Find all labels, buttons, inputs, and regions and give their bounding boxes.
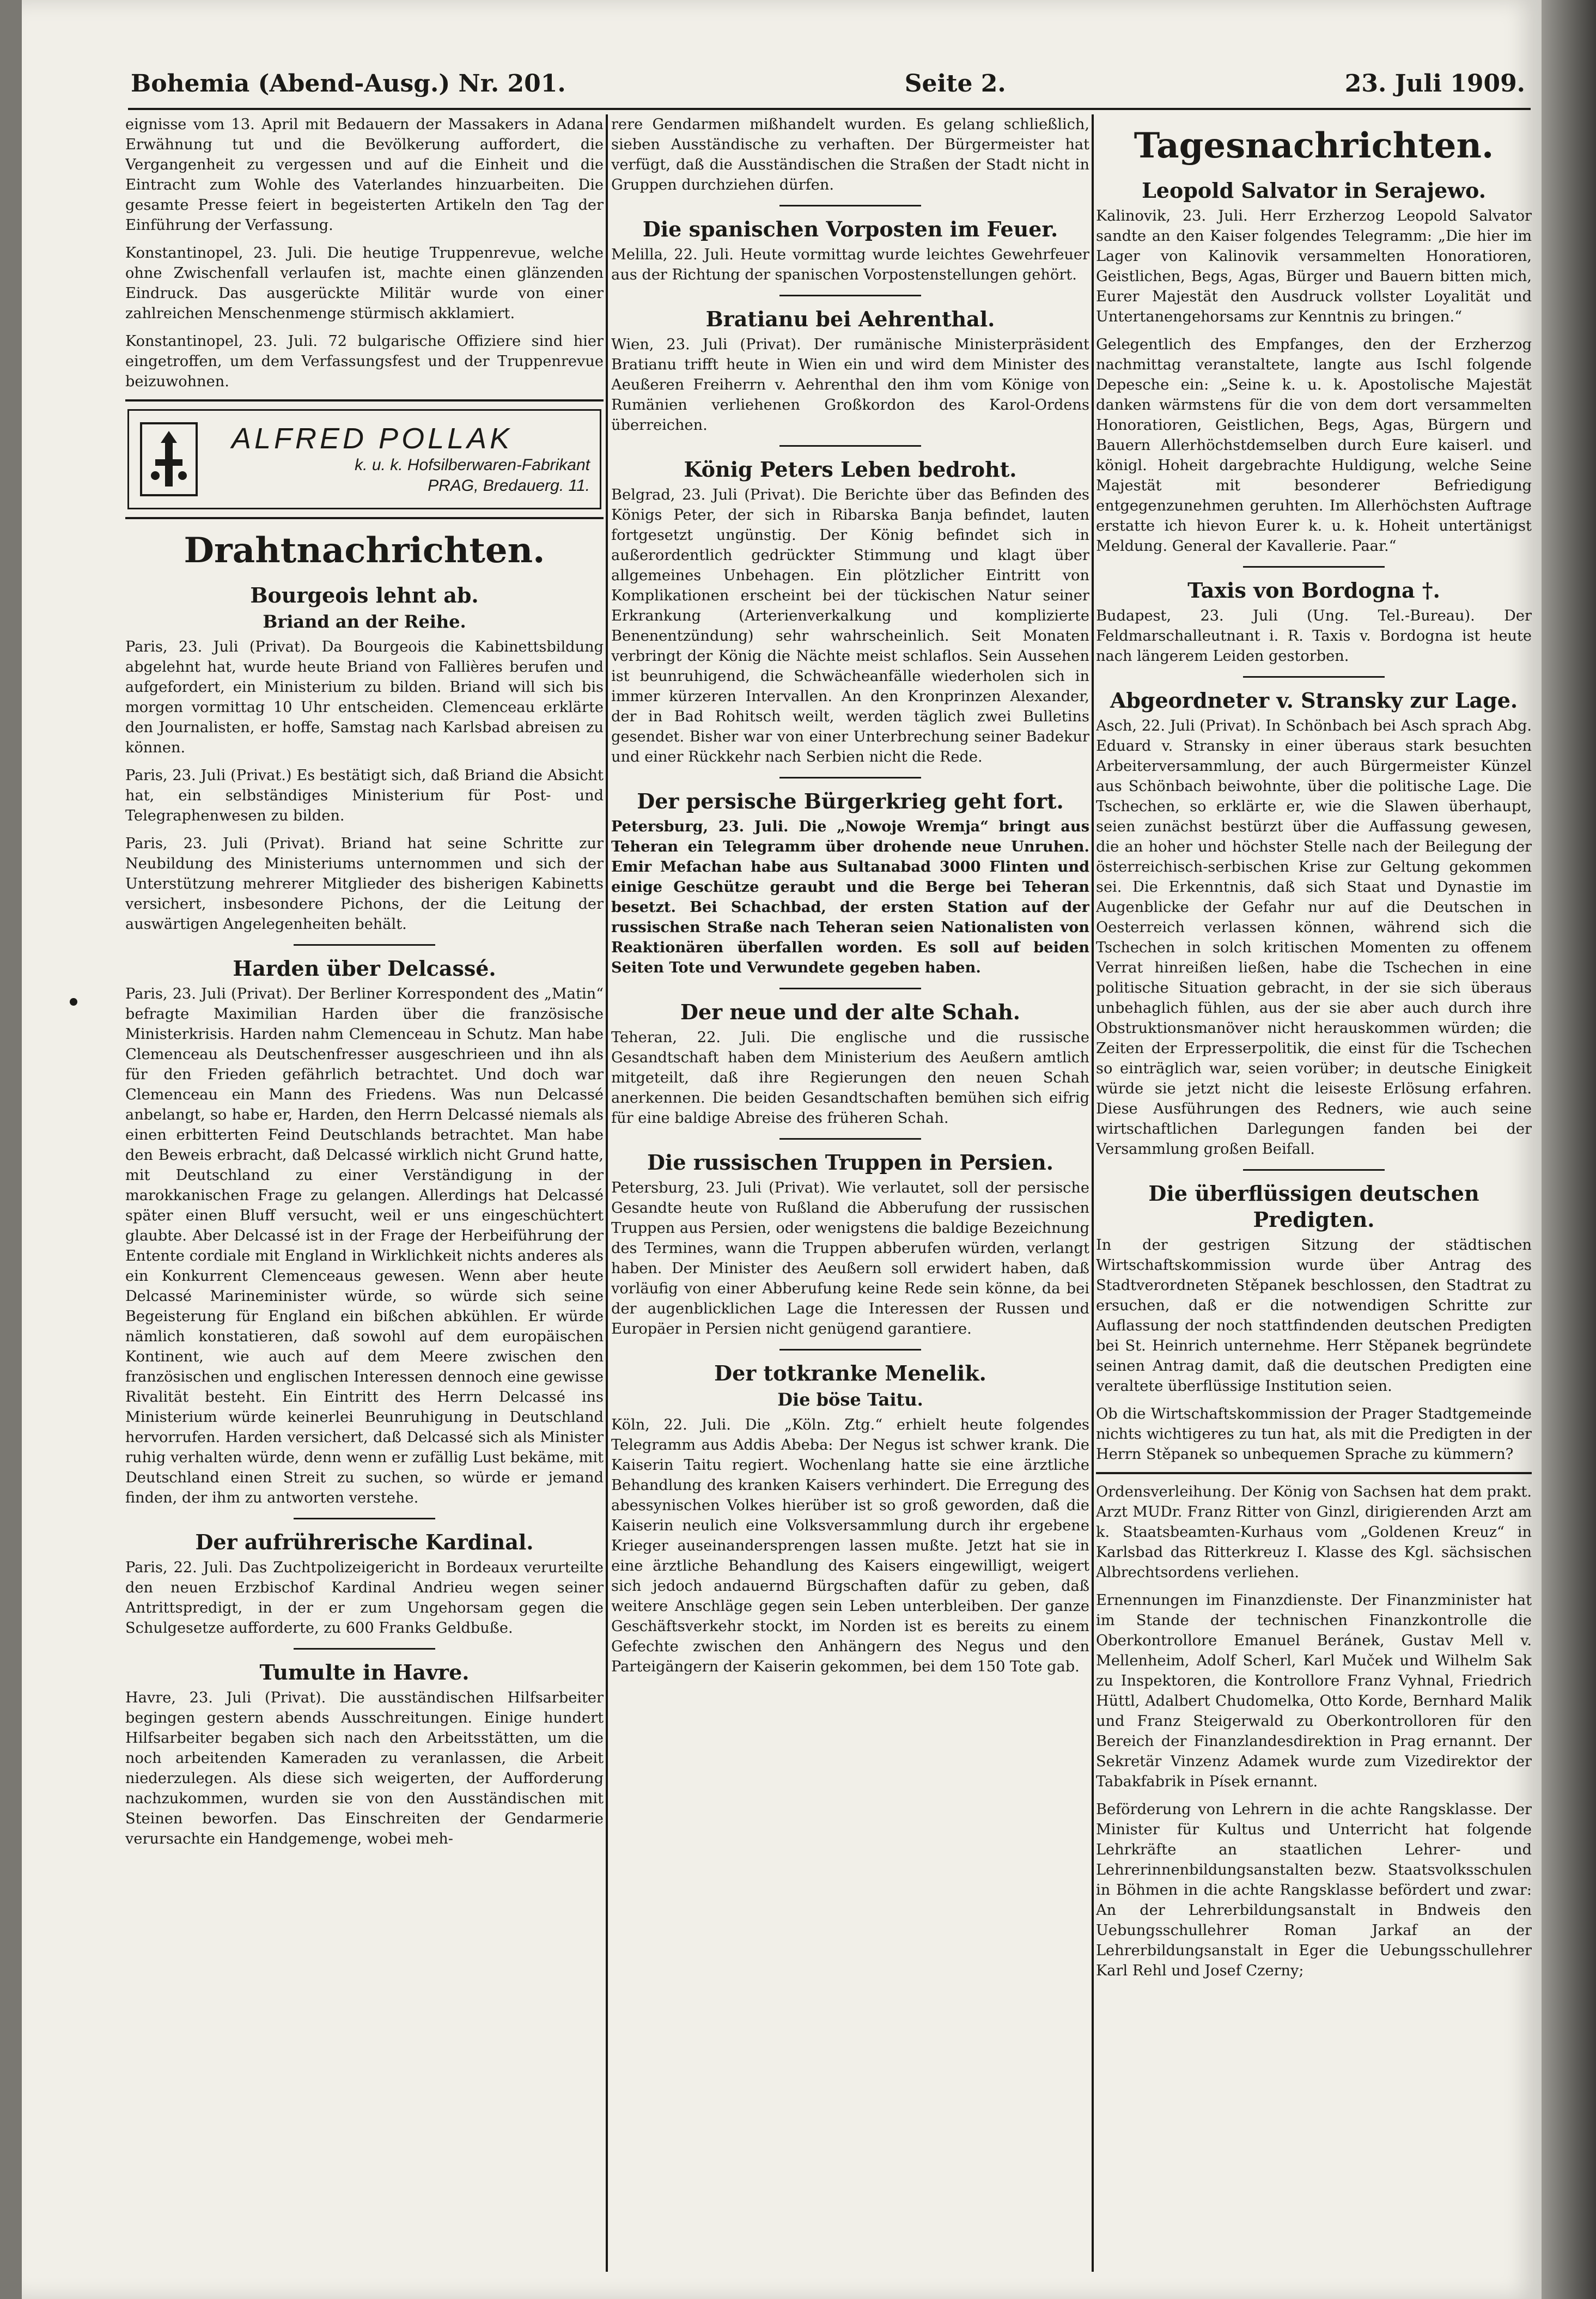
header-date: 23. Juli 1909.: [1344, 69, 1525, 98]
column-3: [1096, 114, 1532, 2272]
article-subheading: Die böse Taitu.: [777, 1389, 923, 1410]
article-paragraph: Asch, 22. Juli (Privat). In Schönbach bei Asch sprach Abg. Eduard v. Stransky in einer überaus stark besuchten Arbeiterversammlung, der auch Bürgermeister Künzel aus Schönbach beiwohnte, über die politische Lage. Die Tschechen, so erklärte er, wie die Slawen überhaupt, seien zunächst bestürzt über die Auffassung gewesen, die an hoher und höchster Stelle nach der Beilegung der österreichisch-serbischen Krise zur Geltung gekommen sei. Die Erkenntnis, daß sich Staat und Dynastie im Augenblicke der Gefahr nur auf die Deutschen in Oesterreich verlassen können, während sich die Tschechen in solch kritischen Momenten zu offenem Verrat hinreißen ließen, habe die Tschechen in eine politische Situation gebracht, in der sie sich überaus unbehaglich fühlen, aus der sie aber auch durch ihre Obstruktionsmanöver nicht herauskommen würden; die Zeiten der Erpresserpolitik, die einst für die Tschechen so einträglich war, seien vorüber; in deutsche Einigkeit würde sie jetzt nicht die leiseste Erlösung erfahren. Diese Ausführungen des Redners, wie auch seine wirtschaftlichen Darlegungen fanden bei der Versammlung großen Beifall.: [1096, 717, 1532, 1158]
article-paragraph: Ob die Wirtschaftskommission der Prager Stadtgemeinde nichts wichtigeres zu tun hat, als mit die Predigten in der Herrn Stěpanek so unbequemen Sprache zu kümmern?: [1096, 1406, 1532, 1463]
article-paragraph-bold: Petersburg, 23. Juli. Die „Nowoje Wremja“ bringt aus Teheran ein Telegramm über drohende neue Unruhen. Emir Mefachan habe aus Sultanabad 3000 Flinten und einige Geschütze geraubt und die Berge bei Teheran besetzt. Bei Schachbad, der ersten Station auf der russischen Straße nach Teheran seien Nationalisten von Reaktionären überfallen worden. Es soll auf beiden Seiten Tote und Verwundete gegeben haben.: [611, 818, 1089, 976]
article-paragraph: Paris, 23. Juli (Privat). Da Bourgeois die Kabinettsbildung abgelehnt hat, wurde heute Briand von Fallières berufen und aufgefordert, ein Ministerium zu bilden. Briand will sich bis morgen vormittag 10 Uhr entscheiden. Clemenceau erklärte den Journalisten, er hoffe, Samstag nach Karlsbad abreisen zu können.: [125, 638, 604, 756]
article-paragraph: Budapest, 23. Juli (Ung. Tel.-Bureau). Der Feldmarschalleutnant i. R. Taxis v. Bordogna ist heute nach längerem Leiden gestorben.: [1096, 607, 1532, 665]
article-heading: Tumulte in Havre.: [259, 1660, 470, 1684]
short-divider: [779, 777, 921, 779]
silverware-crest-icon: [139, 421, 199, 497]
article-paragraph: Paris, 23. Juli (Privat). Briand hat seine Schritte zur Neubildung des Ministeriums unternommen und sich der Unterstützung mehrerer Mitglieder des bisherigen Kabinetts versichert, insbesondere Pichons, der die Leitung der auswärtigen Angelegenheiten behält.: [125, 835, 604, 933]
article-paragraph: Paris, 23. Juli (Privat.) Es bestätigt sich, daß Briand die Absicht hat, ein selbständiges Ministerium für Post- und Telegraphenwesen zu bilden.: [125, 767, 604, 824]
news-item: Ernennungen im Finanzdienste. Der Finanzminister hat im Stande der technischen Finanzkontrolle die Oberkontrollore Emanuel Beránek, Gustav Mell v. Mellenheim, Adolf Scherl, Karl Muček und Wilhelm Sak zu Inspektoren, die Kontrollore Franz Vyhnal, Friedrich Hüttl, Adalbert Chudomelka, Otto Korde, Bernhard Malik und Franz Steigerwald zu Oberkontrolloren für den Bereich der Finanzlandesdirektion in Prag ernannt. Der Sekretär Vinzenz Adamek wurde zum Vizedirektor der Tabakfabrik in Písek ernannt.: [1096, 1592, 1532, 1790]
article-heading: Die russischen Truppen in Persien.: [647, 1150, 1054, 1175]
ad-company-name: ALFRED POLLAK: [232, 422, 513, 455]
article-heading: Bourgeois lehnt ab.: [250, 583, 479, 607]
article-heading: Der neue und der alte Schah.: [680, 1000, 1020, 1024]
header-rule: [128, 108, 1531, 110]
column-1: [125, 114, 604, 2272]
short-divider: [1243, 566, 1385, 568]
short-divider: [779, 1349, 921, 1351]
article-paragraph: In der gestrigen Sitzung der städtischen Wirtschaftskommission wurde über Antrag des Stadtverordneten Stěpanek beschlossen, den Stadtrat zu ersuchen, daß er die notwendigen Schritte zur Auflassung der noch stattfindenden deutschen Predigten bei St. Heinrich unternehme. Herr Stěpanek begründete seinen Antrag damit, daß die deutschen Predigten eine veraltete überflüssige Institution seien.: [1096, 1237, 1532, 1395]
short-divider: [779, 295, 921, 296]
short-divider: [1243, 676, 1385, 678]
article-paragraph: Kalinovik, 23. Juli. Herr Erzherzog Leopold Salvator sandte an den Kaiser folgendes Telegramm: „Die hier im Lager von Kalinovik versammelten Honoratioren, Geistlichen, Begs, Agas, Bürger und Bauern bitten mich, Eurer Majestät den Ausdruck vollster Loyalität und Untertanengehorsams zur Kenntnis zu bringen.“: [1096, 208, 1532, 325]
col1-intro-3: Konstantinopel, 23. Juli. 72 bulgarische Offiziere sind hier eingetroffen, um dem Verfassungsfest und der Truppenrevue beizuwohnen.: [125, 333, 604, 390]
article-heading: König Peters Leben bedroht.: [684, 457, 1017, 482]
article-paragraph: Melilla, 22. Juli. Heute vormittag wurde leichtes Gewehrfeuer aus der Richtung der spanischen Vorpostenstellungen gehört.: [611, 246, 1089, 283]
short-divider: [294, 1518, 435, 1519]
news-item: Ordensverleihung. Der König von Sachsen hat dem prakt. Arzt MUDr. Franz Ritter von Ginzl, dirigierenden Arzt am k. Staatsbeamten-Kurhaus vom „Goldenen Kreuz“ in Karlsbad das Ritterkreuz I. Klasse des Kgl. sächsischen Albrechtsordens verliehen.: [1096, 1483, 1532, 1581]
article-paragraph: Teheran, 22. Juli. Die englische und die russische Gesandtschaft haben dem Ministerium des Aeußern amtlich mitgeteilt, daß ihre Regierungen den neuen Schah anerkennen. Die beiden Gesandtschaften bemühen sich eifrig für eine baldige Abreise des früheren Schah.: [611, 1029, 1089, 1127]
article-subheading: Briand an der Reihe.: [263, 611, 466, 632]
column-2: [611, 114, 1089, 2272]
short-divider: [294, 1648, 435, 1650]
article-heading: Harden über Delcassé.: [233, 956, 496, 981]
article-heading: Der aufrührerische Kardinal.: [195, 1530, 534, 1554]
divider: [125, 399, 604, 402]
article-paragraph: Gelegentlich des Empfanges, den der Erzherzog nachmittag veranstaltete, langte aus Ischl folgende Depesche ein: „Seine k. u. k. Apostolische Majestät danken wärmstens für die von dem dort versammelten Honoratioren, Geistlichen, Begs, Agas, Bürgern und Bauern Allerhöchstdemselben durch Eure kaiserl. und königl. Hoheit dargebrachte Huldigung, welche Seine Majestät mit besonderer Befriedigung entgegenzunehmen geruhten. Im Allerhöchsten Auftrage erstatte ich hievon Eurer k. u. k. Hoheit untertänigst Meldung. General der Kavallerie. Paar.“: [1096, 336, 1532, 555]
article-paragraph: Belgrad, 23. Juli (Privat). Die Berichte über das Befinden des Königs Peter, der sich in Ribarska Banja befindet, lauten fortgesetzt ungünstig. Der König befindet sich in außerordentlich gedrückter Stimmung und klagt über allgemeines Unbehagen. Ein plötzlicher Eintritt von Komplikationen erscheint bei der tückischen Natur seiner Erkrankung (Arterienverkalkung und komplizierte Benenentzündung) sehr wahrscheinlich. Seit Monaten verbringt der König die Nächte meist schlaflos. Sein Aussehen ist beunruhigend, die Schwächeanfälle wiederholen sich in immer kürzeren Intervallen. An den Kronprinzen Alexander, der in Bad Rohitsch weilt, werden täglich zwei Bulletins gesendet. Bisher war von einer Unterbrechung seiner Badekur und einer Rückkehr nach Serbien nicht die Rede.: [611, 486, 1089, 765]
article-paragraph: Wien, 23. Juli (Privat). Der rumänische Ministerpräsident Bratianu trifft heute in Wien ein und wird dem Minister des Aeußeren Freiherrn v. Aehrenthal den ihm vom Könige von Rumänien verliehenen Großkordon des Karol-Ordens überreichen.: [611, 336, 1089, 434]
divider: [1096, 1472, 1532, 1474]
header-page-number: Seite 2.: [904, 69, 1006, 98]
article-heading: Bratianu bei Aehrenthal.: [705, 307, 995, 331]
divider: [125, 517, 604, 519]
ad-text: [210, 422, 590, 496]
article-paragraph: Paris, 22. Juli. Das Zuchtpolizeigericht in Bordeaux verurteilte den neuen Erzbischof Kardinal Andrieu wegen seiner Antrittspredigt, in der er zum Ungehorsam gegen die Schulgesetze aufforderte, zu 600 Franks Geldbuße.: [125, 1559, 604, 1637]
article-heading: Die überflüssigen deutschen Predigten.: [1148, 1181, 1479, 1232]
article-paragraph: Petersburg, 23. Juli (Privat). Wie verlautet, soll der persische Gesandte heute von Rußland die Abberufung der russischen Truppen aus Persien, oder wenigstens die baldige Bezeichnung des Termines, wann die Truppen abberufen würden, verlangt haben. Der Minister des Aeußern soll erwidert haben, daß vorläufig von einer Abberufung keine Rede sein könne, da bei der augenblicklichen Lage die Interessen der Russen und Europäer in Persien nicht genügend garantiere.: [611, 1179, 1089, 1337]
short-divider: [294, 944, 435, 946]
page-header: [131, 64, 1525, 102]
section-title-tagesnachrichten: Tagesnachrichten.: [1134, 125, 1494, 166]
article-heading: Leopold Salvator in Serajewo.: [1142, 178, 1486, 203]
column-divider-1: [606, 114, 608, 2272]
short-divider: [1243, 1169, 1385, 1171]
col2-intro: rere Gendarmen mißhandelt wurden. Es gelang schließlich, sieben Ausständische zu verhaften. Der Bürgermeister hat verfügt, daß die Ausständischen die Straßen der Stadt nicht in Gruppen durchziehen dürfen.: [611, 116, 1089, 193]
margin-dot: [70, 998, 77, 1006]
short-divider: [779, 445, 921, 447]
article-heading: Der totkranke Menelik.: [714, 1361, 986, 1385]
article-heading: Der persische Bürgerkrieg geht fort.: [637, 789, 1064, 813]
article-paragraph: Havre, 23. Juli (Privat). Die ausständischen Hilfsarbeiter begingen gestern abends Ausschreitungen. Einige hundert Hilfsarbeiter begaben sich nach den Arbeitsstätten, um die noch arbeitenden Kameraden zu veranlassen, die Arbeit niederzulegen. Als diese sich weigerten, der Aufforderung nachzukommen, wurden sie von den Ausständischen mit Steinen beworfen. Das Einschreiten der Gendarmerie verursachte ein Handgemenge, wobei meh-: [125, 1689, 604, 1847]
page-edge-shadow: [1542, 0, 1596, 2299]
news-item: Beförderung von Lehrern in die achte Rangsklasse. Der Minister für Kultus und Unterricht hat folgende Lehrkräfte an staatlichen Lehrer- und Lehrerinnenbildungsanstalten bezw. Staatsvolksschulen in Böhmen in die achte Rangsklasse befördert und zwar: An der Lehrerbildungsanstalt in Bndweis den Uebungsschullehrer Roman Jarkaf an der Lehrerbildungsanstalt in Eger die Uebungsschullehrer Karl Rehl und Josef Czerny;: [1096, 1801, 1532, 1979]
article-heading: Abgeordneter v. Stransky zur Lage.: [1110, 688, 1518, 713]
article-paragraph: Paris, 23. Juli (Privat). Der Berliner Korrespondent des „Matin“ befragte Maximilian Harden über die französische Ministerkrisis. Harden nahm Clemenceau in Schutz. Man habe Clemenceau als Deutschenfresser ausgeschrieen und ihn als für den Frieden gefährlich betrachtet. Und doch war Clemenceau ein Mann des Friedens. Was nun Delcassé anbelangt, so habe er, Harden, den Herrn Delcassé niemals als einen erbitterten Feind Deutschlands betrachtet. Man habe den Beweis erbracht, daß Delcassé wirklich nicht Grund hatte, mit Deutschland zu einer Verständigung in der marokkanischen Frage zu gelangen. Allerdings hat Delcassé später einen Bluff versucht, weil er uns eingeschüchtert glaubte. Aber Delcassé ist in der Frage der Herbeiführung der Entente cordiale mit England in Wirklichkeit nichts anderes als ein Konkurrent Clemenceaus gewesen. Wenn aber heute Delcassé Marineminister würde, so würde sich seine Begeisterung für England ein bißchen abkühlen. Er würde nämlich konstatieren, daß sowohl auf dem europäischen Kontinent, wie auch auf dem Meere zwischen den französischen und englischen Interessen dennoch eine gewisse Rivalität besteht. Ein Eintritt des Herrn Delcassé ins Ministerium würde keinerlei Beunruhigung in Deutschland hervorrufen. Harden versichert, daß Delcassé sich als Minister ruhig verhalten würde, denn wenn er zufällig Lust bekäme, mit Deutschland einen Streit zu suchen, so würde er jemand finden, der ihm zu antworten verstehe.: [125, 986, 604, 1506]
short-divider: [779, 1138, 921, 1140]
short-divider: [779, 988, 921, 989]
advertisement-pollak: [127, 409, 601, 509]
article-heading: Taxis von Bordogna †.: [1187, 578, 1440, 603]
section-title-drahtnachrichten: Drahtnachrichten.: [184, 530, 545, 571]
short-divider: [779, 205, 921, 206]
col1-intro-1: eignisse vom 13. April mit Bedauern der Massakers in Adana Erwähnung tut und die Bevölkerung auffordert, die Vergangenheit zu vergessen und auf die Einheit und die Eintracht zum Wohle des Vaterlandes hinzuarbeiten. Die gesamte Presse feiert in begeisterten Artikeln den Tag der Einführung der Verfassung.: [125, 116, 604, 234]
ad-line-2: PRAG, Bredauerg. 11.: [428, 477, 590, 495]
article-paragraph: Köln, 22. Juli. Die „Köln. Ztg.“ erhielt heute folgendes Telegramm aus Addis Abeba: Der Negus ist schwer krank. Die Kaiserin Taitu regiert. Wochenlang hatte sie eine ärztliche Behandlung des kranken Kaisers verhindert. Die Erregung des abessynischen Volkes hierüber ist so groß geworden, daß die Kaiserin neulich eine Volksversammlung durch ihr ergebene Krieger auseinandersprengen lassen mußte. Jetzt hat sie in eine ärztliche Behandlung des Kaisers eingewilligt, weigert sich jedoch andauernd Bürgschaften dafür zu geben, daß weitere Anschläge gegen sein Leben unterbleiben. Der ganze Geschäftsverkehr stockt, im Norden ist es bereits zu einem Gefechte zwischen den Anhängern des Negus und den Parteigängern der Kaiserin gekommen, bei dem 150 Tote gab.: [611, 1416, 1089, 1675]
header-publication: Bohemia (Abend-Ausg.) Nr. 201.: [131, 69, 566, 98]
col1-intro-2: Konstantinopel, 23. Juli. Die heutige Truppenrevue, welche ohne Zwischenfall verlaufen ist, machte einen glänzenden Eindruck. Das ausgerückte Militär wurde von einer zahlreichen Menschenmenge stürmisch akklamiert.: [125, 245, 604, 322]
article-heading: Die spanischen Vorposten im Feuer.: [642, 217, 1058, 241]
column-divider-2: [1092, 114, 1094, 2272]
ad-line-1: k. u. k. Hofsilberwaren-Fabrikant: [355, 456, 590, 474]
